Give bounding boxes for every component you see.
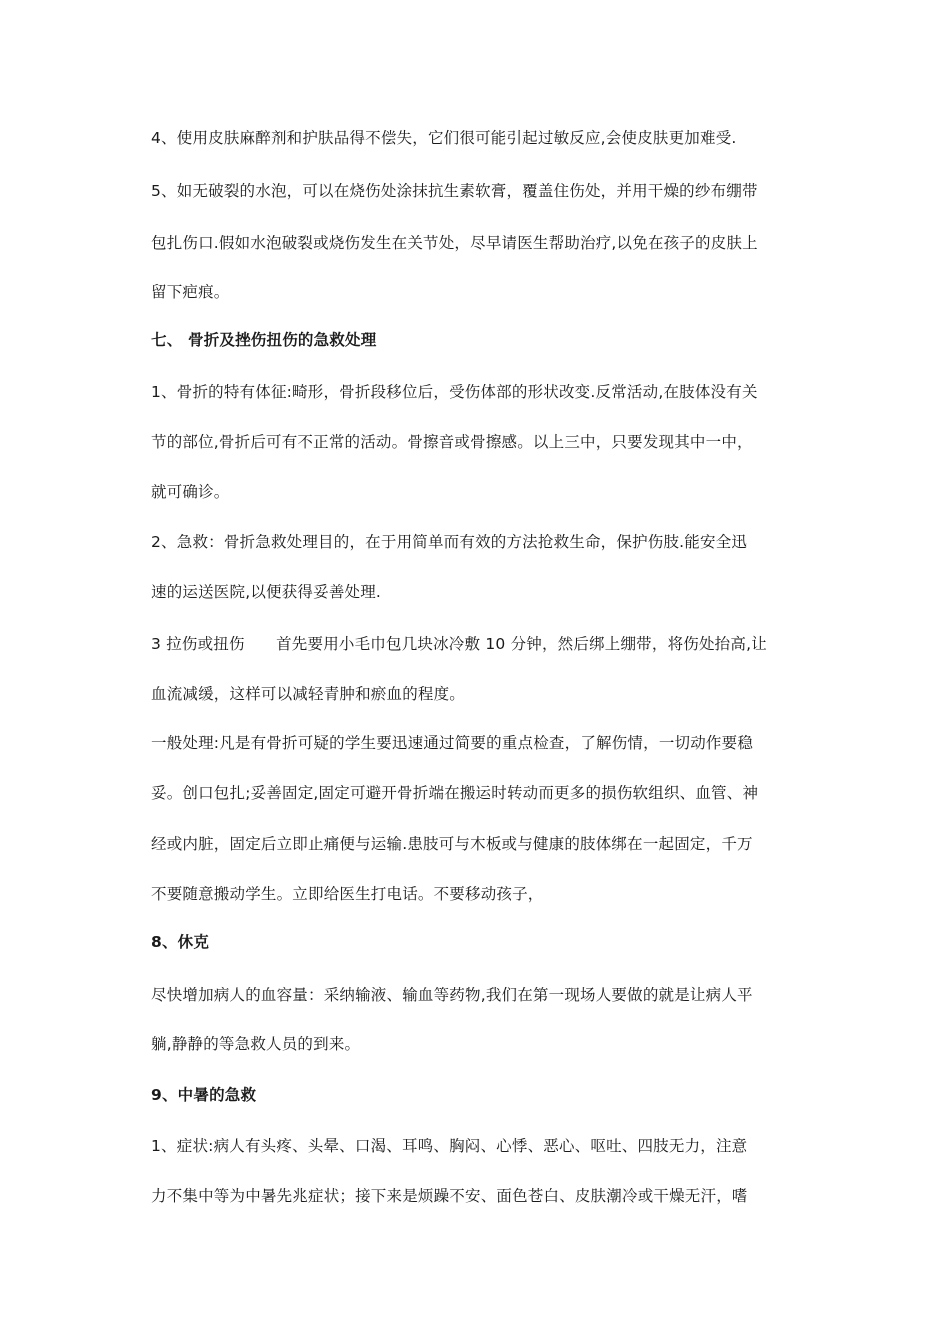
paragraph-line: 躺,静静的等急救人员的到来。 <box>151 1035 361 1053</box>
paragraph-line: 血流减缓，这样可以减轻青肿和瘀血的程度。 <box>151 685 466 703</box>
paragraph-line: 2、急救：骨折急救处理目的，在于用简单而有效的方法抢救生命，保护伤肢.能安全迅 <box>151 533 748 551</box>
paragraph-line: 妥。创口包扎;妥善固定,固定可避开骨折端在搬运时转动而更多的损伤软组织、血管、神 <box>151 784 759 802</box>
paragraph-line: 1、症状:病人有头疼、头晕、口渴、耳鸣、胸闷、心悸、恶心、呕吐、四肢无力，注意 <box>151 1137 748 1155</box>
paragraph-line: 经或内脏，固定后立即止痛便与运输.患肢可与木板或与健康的肢体绑在一起固定，千万 <box>151 835 753 853</box>
paragraph-line: 3 拉伤或扭伤 首先要用小毛巾包几块冰冷敷 10 分钟，然后绑上绷带，将伤处抬高,让 <box>151 635 767 653</box>
paragraph-line: 尽快增加病人的血容量：采纳输液、输血等药物,我们在第一现场人要做的就是让病人平 <box>151 986 753 1004</box>
paragraph-line: 力不集中等为中暑先兆症状；接下来是烦躁不安、面色苍白、皮肤潮冷或干燥无汗，嗜 <box>151 1187 748 1205</box>
paragraph-line: 1、骨折的特有体征:畸形，骨折段移位后，受伤体部的形状改变.反常活动,在肢体没有关 <box>151 383 758 401</box>
paragraph-line: 5、如无破裂的水泡，可以在烧伤处涂抹抗生素软膏，覆盖住伤处，并用干燥的纱布绷带 <box>151 182 758 200</box>
paragraph-line: 节的部位,骨折后可有不正常的活动。骨擦音或骨擦感。以上三中，只要发现其中一中， <box>151 433 753 451</box>
paragraph-line: 速的运送医院,以便获得妥善处理. <box>151 583 382 601</box>
paragraph-line: 就可确诊。 <box>151 483 230 501</box>
paragraph-line: 4、使用皮肤麻醉剂和护肤品得不偿失，它们很可能引起过敏反应,会使皮肤更加难受. <box>151 129 737 147</box>
paragraph-line: 一般处理:凡是有骨折可疑的学生要迅速通过简要的重点检查，了解伤情，一切动作要稳 <box>151 734 754 752</box>
section-heading: 9、中暑的急救 <box>151 1086 257 1104</box>
paragraph-line: 包扎伤口.假如水泡破裂或烧伤发生在关节处，尽早请医生帮助治疗,以免在孩子的皮肤上 <box>151 234 758 252</box>
section-heading: 8、休克 <box>151 933 210 951</box>
section-heading: 七、 骨折及挫伤扭伤的急救处理 <box>151 331 377 349</box>
paragraph-line: 不要随意搬动学生。立即给医生打电话。不要移动孩子， <box>151 885 544 903</box>
paragraph-line: 留下疤痕。 <box>151 283 230 301</box>
